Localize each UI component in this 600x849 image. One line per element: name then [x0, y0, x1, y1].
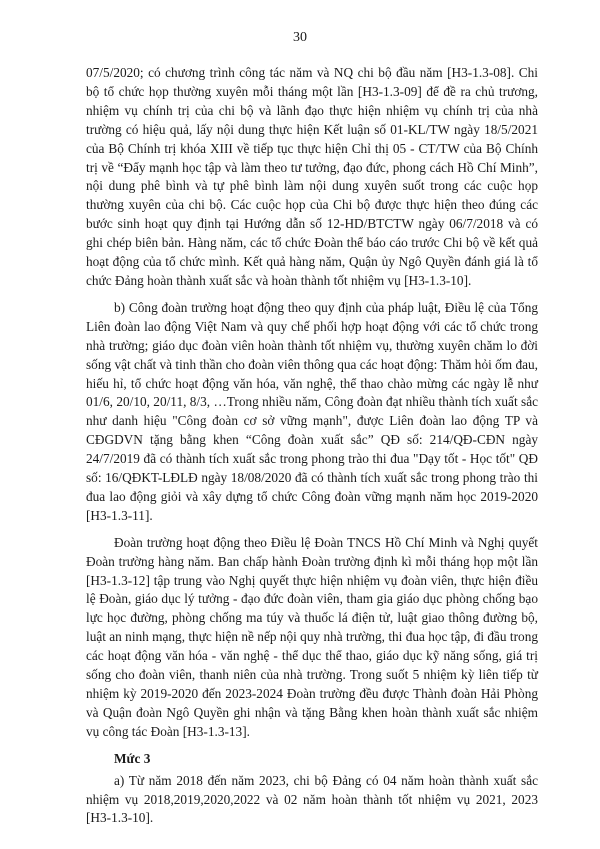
paragraph-trade-union: b) Công đoàn trường hoạt động theo quy định của pháp luật, Điều lệ của Tổng Liên đoàn lao động Việt Nam và quy chế phối hợp hoạt động với các tổ chức trong nhà trường; giáo dục đoàn viên hoàn thành tốt nhiệm vụ, thường xuyên chăm lo đời sống vật chất và tinh thần cho đoàn viên thông qua các hoạt động: Thăm hỏi ốm đau, hiếu hỉ, tổ chức hoạt động văn hóa, văn nghệ, thể thao chào mừng các ngày lễ như 01/6, 20/10, 20/11, 8/3, …Trong nhiều năm, Công đoàn đạt nhiều thành tích xuất sắc như danh hiệu "Công đoàn cơ sở vững mạnh", được Liên đoàn lao động TP và CĐGDVN tặng bằng khen “Công đoàn xuất sắc” QĐ số: 214/QĐ-CĐN ngày 24/7/2019 đã có thành tích xuất sắc trong phong trào thi đua "Dạy tốt - Học tốt" QĐ số: 16/QĐKT-LĐLĐ ngày 18/08/2020 đã có thành tích xuất sắc trong phong trào thi đua lao động giỏi và xây dựng tổ chức Công đoàn vững mạnh năm học 2019-2020 [H3-1.3-11].: [86, 299, 538, 523]
page-number: 30: [293, 30, 307, 45]
section-heading-level-3: Mức 3: [114, 750, 151, 766]
page-body: [86, 64, 538, 836]
paragraph-level-3-a: a) Từ năm 2018 đến năm 2023, chi bộ Đảng có 04 năm hoàn thành xuất sắc nhiệm vụ 2018,2019,2020,2022 và 02 năm hoàn thành tốt nhiệm vụ 2021, 2023 [H3-1.3-10].: [86, 772, 538, 826]
paragraph-youth-union: Đoàn trường hoạt động theo Điều lệ Đoàn TNCS Hồ Chí Minh và Nghị quyết Đoàn trường hàng năm. Ban chấp hành Đoàn trường định kì mỗi tháng họp một lần [H3-1.3-12] tập trung vào Nghị quyết thực hiện nhiệm vụ đoàn viên, thực hiện điều lệ Đoàn, giáo dục lý tưởng - đạo đức đoàn viên, tham gia giáo dục phòng chống bạo lực học đường, phòng chống ma túy và thuốc lá điện tử, luật giao thông đường bộ, luật an ninh mạng, thực hiện nề nếp nội quy nhà trường, thi đua học tập, đi đầu trong các hoạt động văn hóa - văn nghệ - thể dục thể thao, giáo dục kỹ năng sống, giá trị sống cho đoàn viên, thanh niên của nhà trường. Trong suốt 5 nhiệm kỳ liên tiếp từ nhiệm kỳ 2019-2020 đến 2023-2024 Đoàn trường đều được Thành đoàn Hải Phòng và Quận đoàn Ngô Quyền ghi nhận và tặng Bằng khen hoàn thành xuất sắc nhiệm vụ công tác Đoàn [H3-1.3-13].: [86, 534, 538, 739]
paragraph-party-cell-meetings: 07/5/2020; có chương trình công tác năm và NQ chi bộ đầu năm [H3-1.3-08]. Chi bộ tổ chức họp thường xuyên mỗi tháng một lần [H3-1.3-09] để đề ra chủ trương, nhiệm vụ chính trị của chi bộ và lãnh đạo thực hiện nhiệm vụ chính trị của nhà trường có hiệu quả, lấy nội dung thực hiện Kết luận số 01-KL/TW ngày 18/5/2021 của Bộ Chính trị khóa XIII về tiếp tục thực hiện Chỉ thị 05 - CT/TW của Bộ Chính trị về “Đẩy mạnh học tập và làm theo tư tưởng, đạo đức, phong cách Hồ Chí Minh”, nội dung phê bình và tự phê bình làm nội dung xuyên suốt trong các cuộc họp thường xuyên của chi bộ. Các cuộc họp của Chi bộ được thực hiện theo đúng các bước sinh hoạt quy định tại Hướng dẫn số 12-HD/BTCTW ngày 06/7/2018 và có ghi chép biên bản. Hàng năm, các tổ chức Đoàn thể báo cáo trước Chi bộ về kết quả hoạt động của tổ chức mình. Kết quả hàng năm, Quận ủy Ngô Quyền đánh giá là tổ chức Đảng hoàn thành xuất sắc và hoàn thành tốt nhiệm vụ [H3-1.3-10].: [86, 65, 538, 288]
